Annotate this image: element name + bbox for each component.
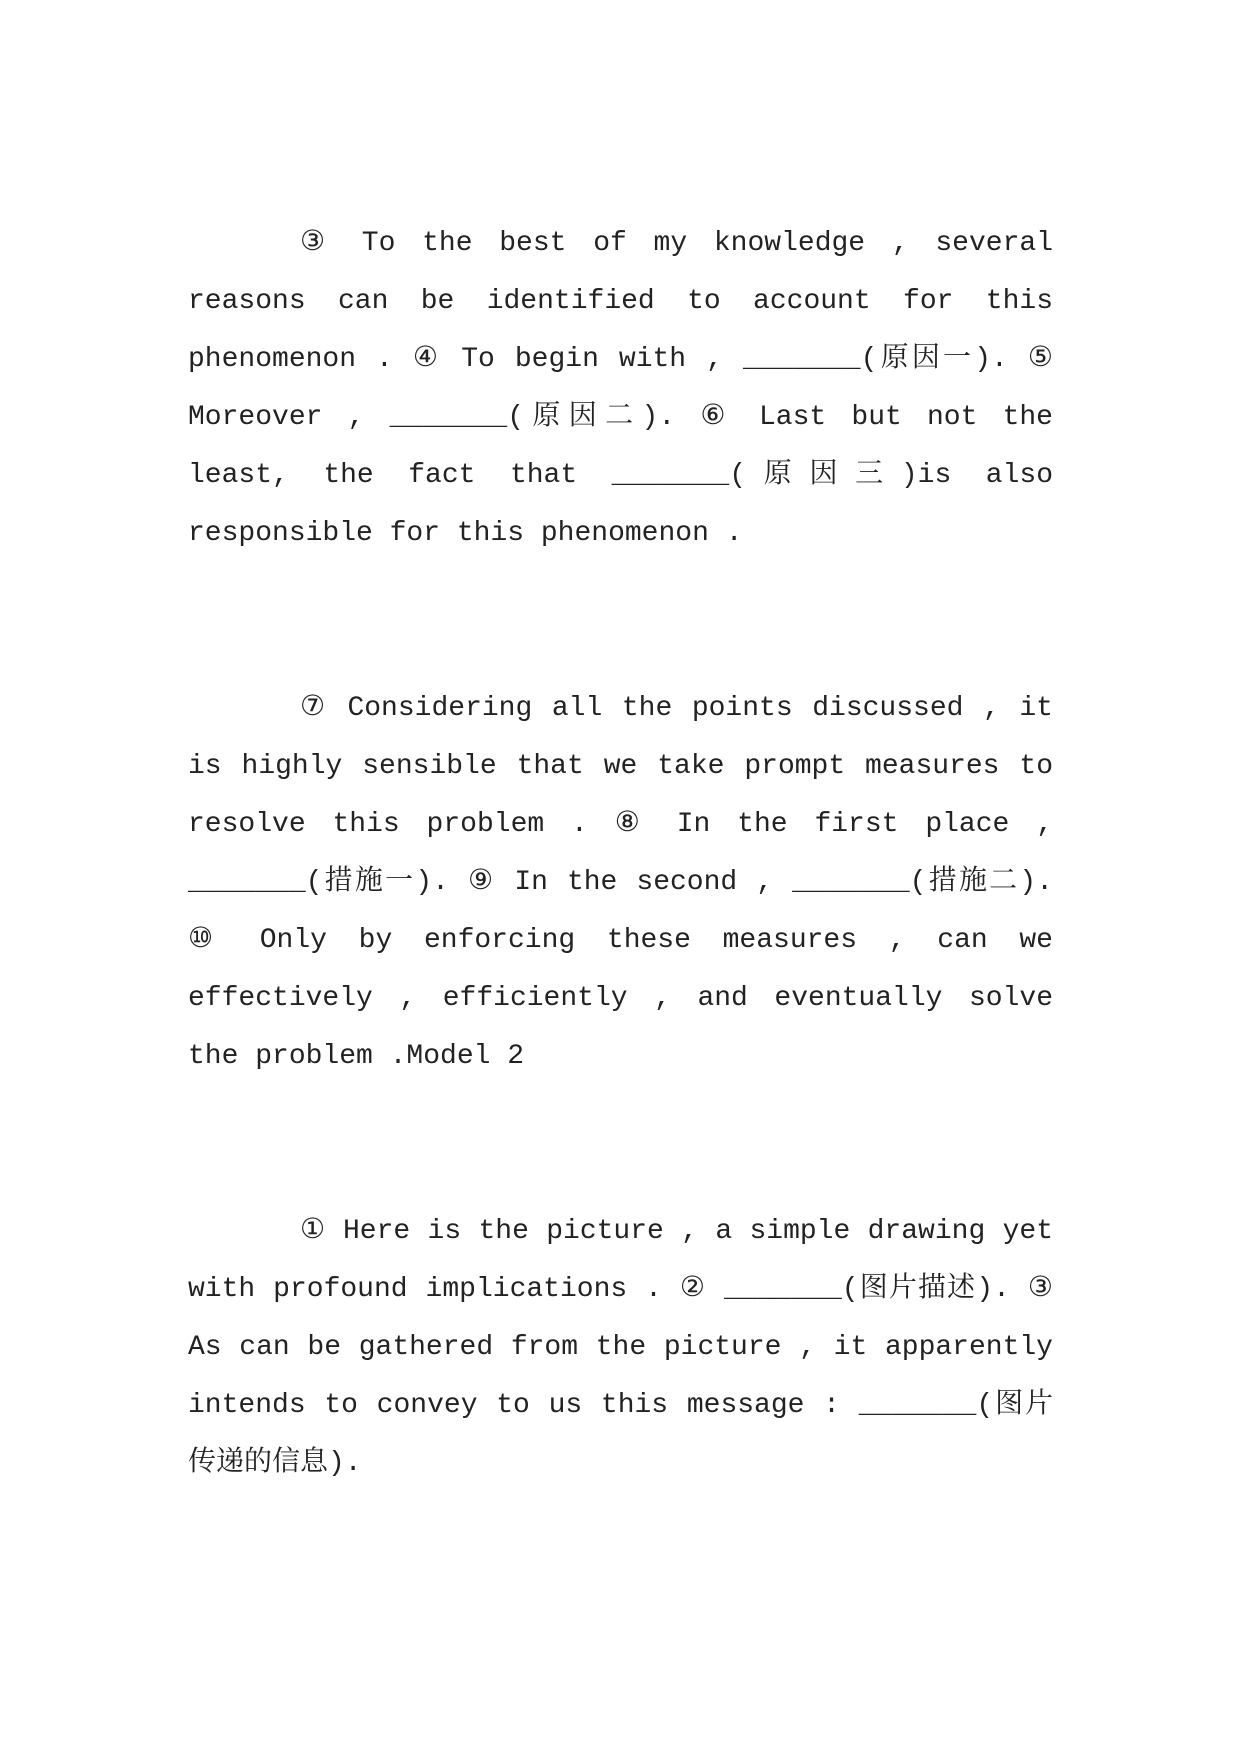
paragraph-picture-description: ① Here is the picture , a simple drawing yet with profound implications . ② _______(图片描述). ③ As can be gathered from the picture , it apparently intends to convey to us this message : _______(图片传递的信息). [188,1216,1053,1479]
paragraph-measures: ⑦ Considering all the points discussed , it is highly sensible that we take prompt measures to resolve this problem . ⑧ In the first place , _______(措施一). ⑨ In the second , _______(措施二). ⑩ Only by enforcing these measures , can we effectively , efficiently , and eventually solve the problem .Model 2 [188,693,1053,1072]
paragraph-reasons: ③ To the best of my knowledge , several reasons can be identified to account for this phenomenon . ④ To begin with , _______(原因一). ⑤ Moreover , _______(原因二). ⑥ Last but not the least, the fact that _______(原因三)is also responsible for this phenomenon . [188,228,1053,549]
